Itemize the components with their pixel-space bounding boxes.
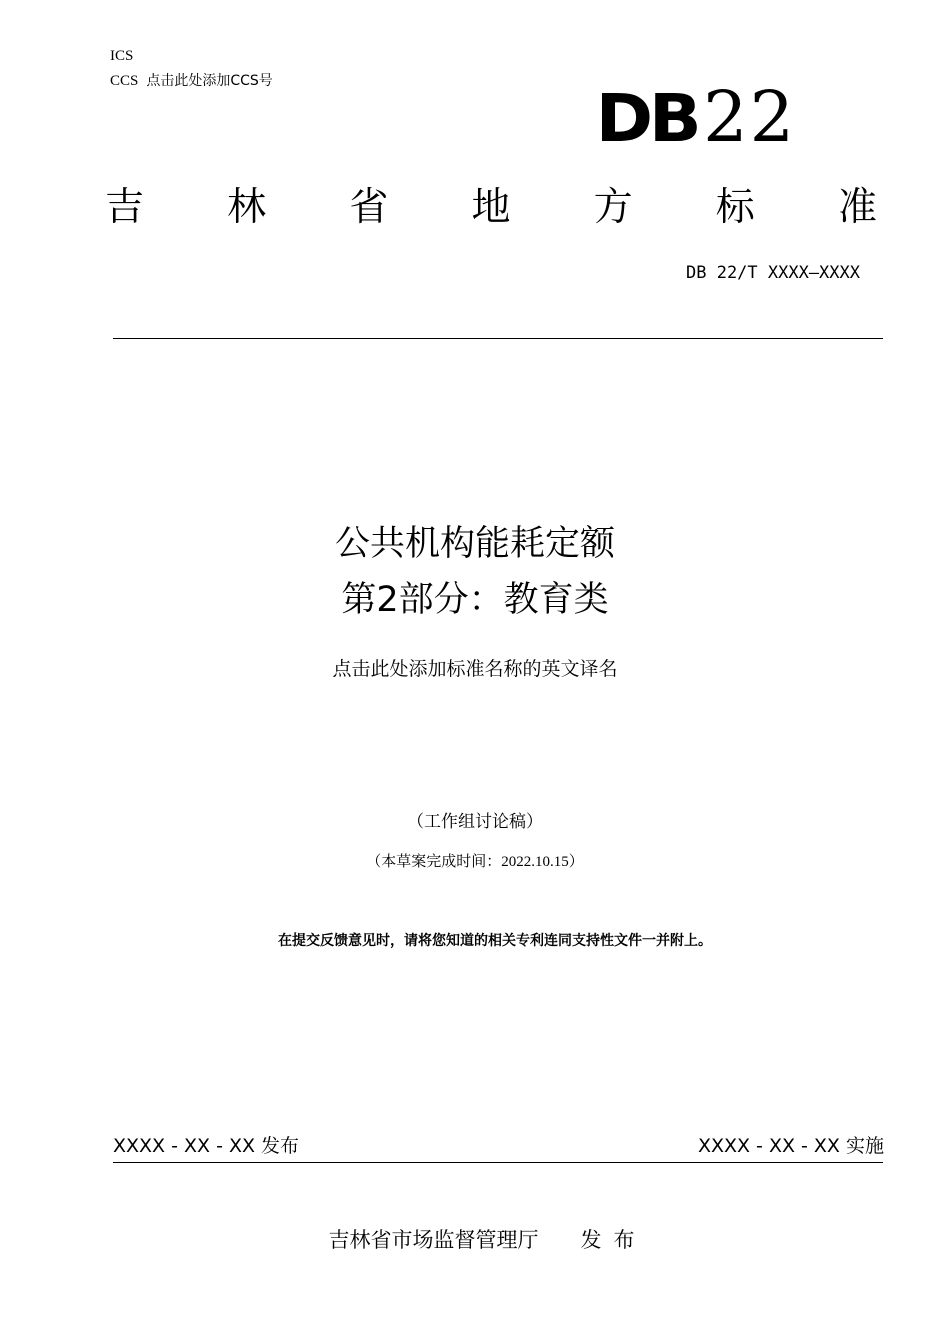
ccs-line xyxy=(110,72,273,90)
db22-logo xyxy=(595,76,797,158)
draft-completion-date: （本草案完成时间：2022.10.15） xyxy=(366,854,584,870)
patent-notice: 在提交反馈意见时，请将您知道的相关专利连同支持性文件一并附上。 xyxy=(278,933,712,949)
standard-type-heading xyxy=(105,184,877,232)
document-title-line1: 公共机构能耗定额 xyxy=(334,524,615,564)
logo-province-number: 22 xyxy=(703,76,797,158)
ccs-placeholder-field[interactable]: 点击此处添加CCS号 xyxy=(146,73,273,89)
publisher-line xyxy=(0,1226,950,1254)
ccs-label: CCS xyxy=(110,73,139,89)
logo-db-letters: DB xyxy=(595,80,698,157)
document-title-line2: 第2部分：教育类 xyxy=(341,580,609,620)
implementation-date: XXXX - XX - XX 实施 xyxy=(697,1135,884,1157)
footer-divider xyxy=(113,1162,883,1163)
standard-code: DB 22/T XXXX—XXXX xyxy=(686,263,860,283)
standard-type-char: 方 xyxy=(593,185,633,230)
standard-type-char: 标 xyxy=(715,185,755,230)
english-title-placeholder[interactable]: 点击此处添加标准名称的英文译名 xyxy=(332,658,618,680)
standard-type-char: 省 xyxy=(349,185,389,230)
header-divider xyxy=(113,338,883,339)
standard-type-char: 林 xyxy=(227,185,267,230)
draft-stage: （工作组讨论稿） xyxy=(407,812,543,832)
standard-type-char: 吉 xyxy=(105,185,145,230)
publisher-name: 吉林省市场监督管理厅 xyxy=(328,1228,539,1252)
standard-type-char: 准 xyxy=(837,185,877,230)
standard-type-char: 地 xyxy=(471,185,511,230)
ics-label: ICS xyxy=(110,48,134,64)
publisher-action: 发布 xyxy=(580,1228,647,1252)
issue-date: XXXX - XX - XX 发布 xyxy=(113,1135,300,1157)
